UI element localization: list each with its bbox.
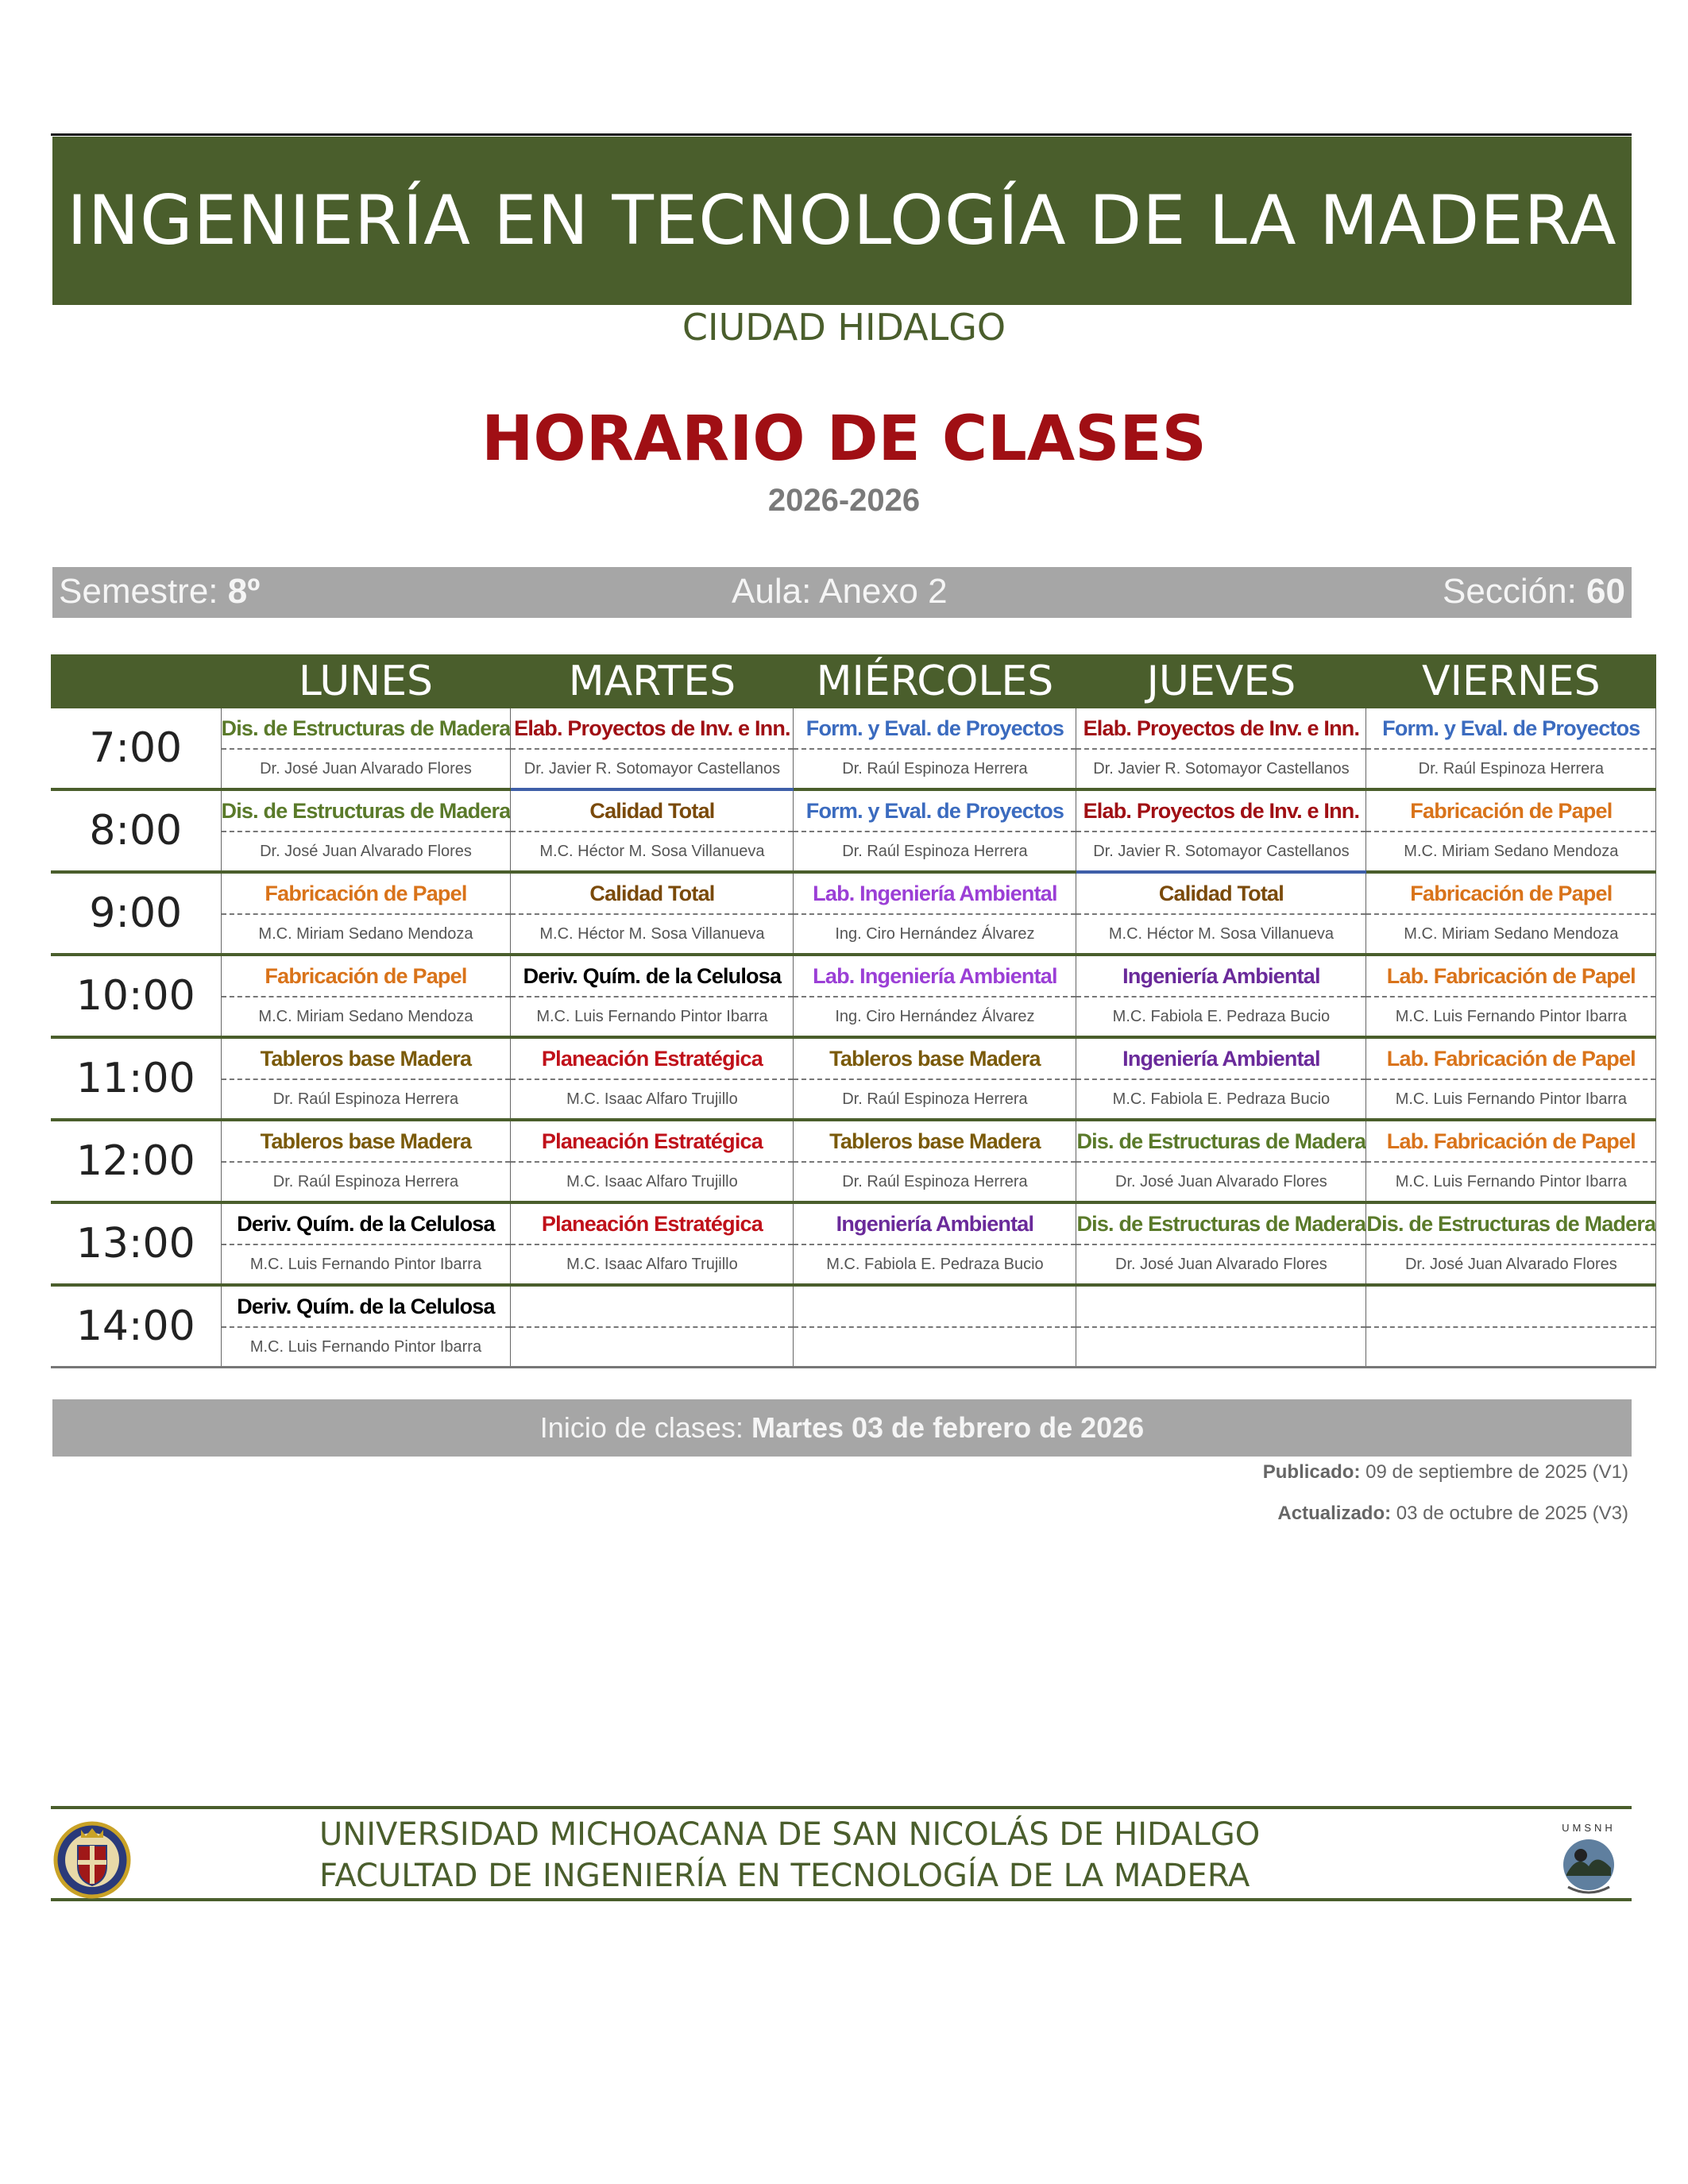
- day-header-2: MARTES: [511, 654, 794, 708]
- professor-name: Ing. Ciro Hernández Álvarez: [835, 925, 1035, 943]
- professor-name: M.C. Isaac Alfaro Trujillo: [566, 1173, 738, 1190]
- professor-name: Dr. Javier R. Sotomayor Castellanos: [1093, 760, 1350, 778]
- class-cell: [794, 789, 1076, 872]
- subject-name: Planeación Estratégica: [511, 1204, 793, 1245]
- time-slot: 14:00: [51, 1285, 221, 1368]
- day-header-1: LUNES: [221, 654, 511, 708]
- room-info: Aula: Anexo 2: [732, 572, 948, 611]
- class-cell: [221, 872, 511, 955]
- footer-bottom-rule: [51, 1898, 1632, 1901]
- class-cell: [221, 1285, 511, 1368]
- subject-name: Lab. Fabricación de Papel: [1366, 1039, 1655, 1080]
- section-value: 60: [1586, 572, 1625, 611]
- professor-name: Dr. José Juan Alvarado Flores: [260, 760, 472, 778]
- subject-name: Dis. de Estructuras de Madera: [222, 708, 511, 750]
- subject-name: Lab. Fabricación de Papel: [1366, 1121, 1655, 1163]
- class-cell: [511, 708, 794, 789]
- professor-name: Dr. Raúl Espinoza Herrera: [272, 1090, 459, 1108]
- umsnh-crest-icon: [52, 1819, 132, 1901]
- subject-name: Lab. Ingeniería Ambiental: [794, 874, 1076, 915]
- updated-note: Actualizado: 03 de octubre de 2025 (V3): [1277, 1503, 1628, 1524]
- time-slot: 12:00: [51, 1120, 221, 1202]
- class-cell: [511, 1120, 794, 1202]
- semester-value: 8º: [227, 572, 261, 611]
- class-cell: [511, 1202, 794, 1285]
- subject-name: Fabricación de Papel: [222, 956, 511, 997]
- subject-name: Elab. Proyectos de Inv. e Inn.: [1076, 791, 1365, 832]
- subject-name: Lab. Fabricación de Papel: [1366, 956, 1655, 997]
- professor-name: Dr. Raúl Espinoza Herrera: [1418, 760, 1605, 778]
- professor-name: Dr. José Juan Alvarado Flores: [260, 843, 472, 860]
- professor-name: Dr. José Juan Alvarado Flores: [1404, 1256, 1617, 1273]
- professor-name: Ing. Ciro Hernández Álvarez: [835, 1008, 1035, 1025]
- class-cell: [794, 872, 1076, 955]
- subject-name: Calidad Total: [511, 874, 793, 915]
- class-cell: [1076, 789, 1366, 872]
- schedule-row: [51, 1202, 1656, 1285]
- page-title: HORARIO DE CLASES: [481, 403, 1207, 475]
- class-cell: [794, 1037, 1076, 1120]
- subject-name: Dis. de Estructuras de Madera: [1076, 1204, 1365, 1245]
- university-name: UNIVERSIDAD MICHOACANA DE SAN NICOLÁS DE HIDALGO: [319, 1816, 1261, 1853]
- class-cell: [1366, 872, 1656, 955]
- class-cell: [221, 789, 511, 872]
- schedule-row: [51, 1037, 1656, 1120]
- corner-cell: [51, 654, 221, 708]
- subject-name: Form. y Eval. de Proyectos: [794, 708, 1076, 750]
- institution-names: [319, 1814, 1260, 1897]
- subject-name: Form. y Eval. de Proyectos: [794, 791, 1076, 832]
- day-header-4: JUEVES: [1076, 654, 1366, 708]
- professor-name: Dr. Javier R. Sotomayor Castellanos: [523, 760, 781, 778]
- subject-name: [1366, 1287, 1655, 1328]
- class-cell: [1366, 708, 1656, 789]
- professor-name: Dr. Raúl Espinoza Herrera: [842, 843, 1028, 860]
- class-cell: [511, 872, 794, 955]
- subject-name: Fabricación de Papel: [1366, 791, 1655, 832]
- subject-name: Form. y Eval. de Proyectos: [1366, 708, 1655, 750]
- class-cell: [221, 1120, 511, 1202]
- time-slot: 13:00: [51, 1202, 221, 1285]
- professor-name: [1076, 1328, 1365, 1366]
- professor-name: Dr. Raúl Espinoza Herrera: [842, 760, 1028, 778]
- subject-name: Elab. Proyectos de Inv. e Inn.: [1076, 708, 1365, 750]
- professor-name: Dr. Raúl Espinoza Herrera: [842, 1090, 1028, 1108]
- professor-name: Dr. Raúl Espinoza Herrera: [272, 1173, 459, 1190]
- professor-name: Dr. Javier R. Sotomayor Castellanos: [1093, 843, 1350, 860]
- professor-name: Dr. Raúl Espinoza Herrera: [842, 1173, 1028, 1190]
- schedule-row: [51, 1120, 1656, 1202]
- time-slot: 7:00: [51, 708, 221, 789]
- class-cell: [221, 1202, 511, 1285]
- subject-name: [511, 1287, 793, 1328]
- professor-name: M.C. Fabiola E. Pedraza Bucio: [1112, 1008, 1331, 1025]
- subject-name: Tableros base Madera: [222, 1121, 511, 1163]
- faculty-emblem-icon: [1549, 1819, 1628, 1901]
- schedule-row: [51, 1285, 1656, 1368]
- subject-name: Tableros base Madera: [794, 1039, 1076, 1080]
- published-note: Publicado: 09 de septiembre de 2025 (V1): [1262, 1461, 1628, 1483]
- subject-name: Deriv. Quím. de la Celulosa: [222, 1287, 511, 1328]
- subject-name: Calidad Total: [1076, 874, 1365, 915]
- class-cell: [1076, 1120, 1366, 1202]
- time-slot: 10:00: [51, 955, 221, 1037]
- day-header-5: VIERNES: [1366, 654, 1656, 708]
- professor-name: M.C. Héctor M. Sosa Villanueva: [539, 843, 765, 860]
- schedule-row: [51, 708, 1656, 789]
- faculty-name: FACULTAD DE INGENIERÍA EN TECNOLOGÍA DE LA MADERA: [319, 1858, 1250, 1894]
- class-cell: [794, 1120, 1076, 1202]
- info-bar: [52, 567, 1632, 618]
- professor-name: M.C. Fabiola E. Pedraza Bucio: [1112, 1090, 1331, 1108]
- professor-name: M.C. Luis Fernando Pintor Ibarra: [1395, 1008, 1627, 1025]
- subject-name: Ingeniería Ambiental: [1076, 956, 1365, 997]
- professor-name: M.C. Héctor M. Sosa Villanueva: [1108, 925, 1334, 943]
- subject-name: Ingeniería Ambiental: [794, 1204, 1076, 1245]
- schedule-row: [51, 955, 1656, 1037]
- subject-name: Fabricación de Papel: [1366, 874, 1655, 915]
- class-cell: [511, 789, 794, 872]
- subject-name: Lab. Ingeniería Ambiental: [794, 956, 1076, 997]
- professor-name: M.C. Luis Fernando Pintor Ibarra: [1395, 1173, 1627, 1190]
- section-info: Sección: 60: [1443, 572, 1625, 611]
- time-slot: 8:00: [51, 789, 221, 872]
- subject-name: Tableros base Madera: [222, 1039, 511, 1080]
- class-cell: [221, 1037, 511, 1120]
- room-value: Anexo 2: [819, 572, 948, 611]
- subject-name: Fabricación de Papel: [222, 874, 511, 915]
- subject-name: Tableros base Madera: [794, 1121, 1076, 1163]
- professor-name: M.C. Miriam Sedano Mendoza: [1404, 925, 1619, 943]
- class-cell: [1076, 1037, 1366, 1120]
- schedule-table: [51, 654, 1656, 1368]
- class-cell: [1366, 789, 1656, 872]
- subject-name: [1076, 1287, 1365, 1328]
- class-cell: [794, 955, 1076, 1037]
- subject-name: Elab. Proyectos de Inv. e Inn.: [511, 708, 793, 750]
- schedule-row: [51, 872, 1656, 955]
- classes-start-bar: Inicio de clases: Martes 03 de febrero de 2026: [52, 1399, 1632, 1457]
- semester-info: Semestre: 8º: [59, 572, 261, 611]
- time-slot: 11:00: [51, 1037, 221, 1120]
- class-cell: [1076, 955, 1366, 1037]
- class-cell: [1366, 1285, 1656, 1368]
- class-cell: [1076, 708, 1366, 789]
- professor-name: [511, 1328, 793, 1366]
- class-cell: [511, 955, 794, 1037]
- class-cell: [1076, 872, 1366, 955]
- professor-name: M.C. Fabiola E. Pedraza Bucio: [826, 1256, 1044, 1273]
- schedule-row: [51, 789, 1656, 872]
- professor-name: M.C. Luis Fernando Pintor Ibarra: [249, 1256, 482, 1273]
- subject-name: Deriv. Quím. de la Celulosa: [511, 956, 793, 997]
- class-cell: [1366, 1202, 1656, 1285]
- professor-name: M.C. Luis Fernando Pintor Ibarra: [1395, 1090, 1627, 1108]
- class-cell: [1366, 955, 1656, 1037]
- day-header-row: [51, 654, 1656, 708]
- subject-name: [794, 1287, 1076, 1328]
- professor-name: M.C. Héctor M. Sosa Villanueva: [539, 925, 765, 943]
- header-top-rule: [51, 133, 1632, 136]
- professor-name: [794, 1328, 1076, 1366]
- subject-name: Ingeniería Ambiental: [1076, 1039, 1365, 1080]
- professor-name: M.C. Miriam Sedano Mendoza: [258, 1008, 473, 1025]
- professor-name: M.C. Miriam Sedano Mendoza: [1404, 843, 1619, 860]
- professor-name: M.C. Miriam Sedano Mendoza: [258, 925, 473, 943]
- campus-name: CIUDAD HIDALGO: [682, 306, 1006, 349]
- school-period: 2026-2026: [767, 483, 921, 518]
- class-cell: [794, 708, 1076, 789]
- subject-name: Calidad Total: [511, 791, 793, 832]
- class-cell: [221, 708, 511, 789]
- time-slot: 9:00: [51, 872, 221, 955]
- professor-name: M.C. Isaac Alfaro Trujillo: [566, 1090, 738, 1108]
- class-cell: [1076, 1285, 1366, 1368]
- professor-name: M.C. Isaac Alfaro Trujillo: [566, 1256, 738, 1273]
- program-banner: [52, 137, 1632, 305]
- subject-name: Dis. de Estructuras de Madera: [1076, 1121, 1365, 1163]
- professor-name: M.C. Luis Fernando Pintor Ibarra: [249, 1338, 482, 1356]
- class-cell: [794, 1202, 1076, 1285]
- class-cell: [511, 1037, 794, 1120]
- subject-name: Planeación Estratégica: [511, 1039, 793, 1080]
- day-header-3: MIÉRCOLES: [794, 654, 1076, 708]
- class-cell: [511, 1285, 794, 1368]
- professor-name: M.C. Luis Fernando Pintor Ibarra: [536, 1008, 768, 1025]
- subject-name: Deriv. Quím. de la Celulosa: [222, 1204, 511, 1245]
- subject-name: Dis. de Estructuras de Madera: [1366, 1204, 1655, 1245]
- emblem-text: UMSNH: [1562, 1822, 1616, 1834]
- subject-name: Planeación Estratégica: [511, 1121, 793, 1163]
- class-cell: [221, 955, 511, 1037]
- class-cell: [794, 1285, 1076, 1368]
- subject-name: Dis. de Estructuras de Madera: [222, 791, 511, 832]
- class-cell: [1076, 1202, 1366, 1285]
- class-cell: [1366, 1037, 1656, 1120]
- footer-top-rule: [51, 1806, 1632, 1809]
- professor-name: Dr. José Juan Alvarado Flores: [1115, 1256, 1327, 1273]
- class-cell: [1366, 1120, 1656, 1202]
- program-title: INGENIERÍA EN TECNOLOGÍA DE LA MADERA: [67, 181, 1617, 260]
- professor-name: Dr. José Juan Alvarado Flores: [1115, 1173, 1327, 1190]
- professor-name: [1366, 1328, 1655, 1366]
- classes-start-date: Martes 03 de febrero de 2026: [751, 1411, 1145, 1444]
